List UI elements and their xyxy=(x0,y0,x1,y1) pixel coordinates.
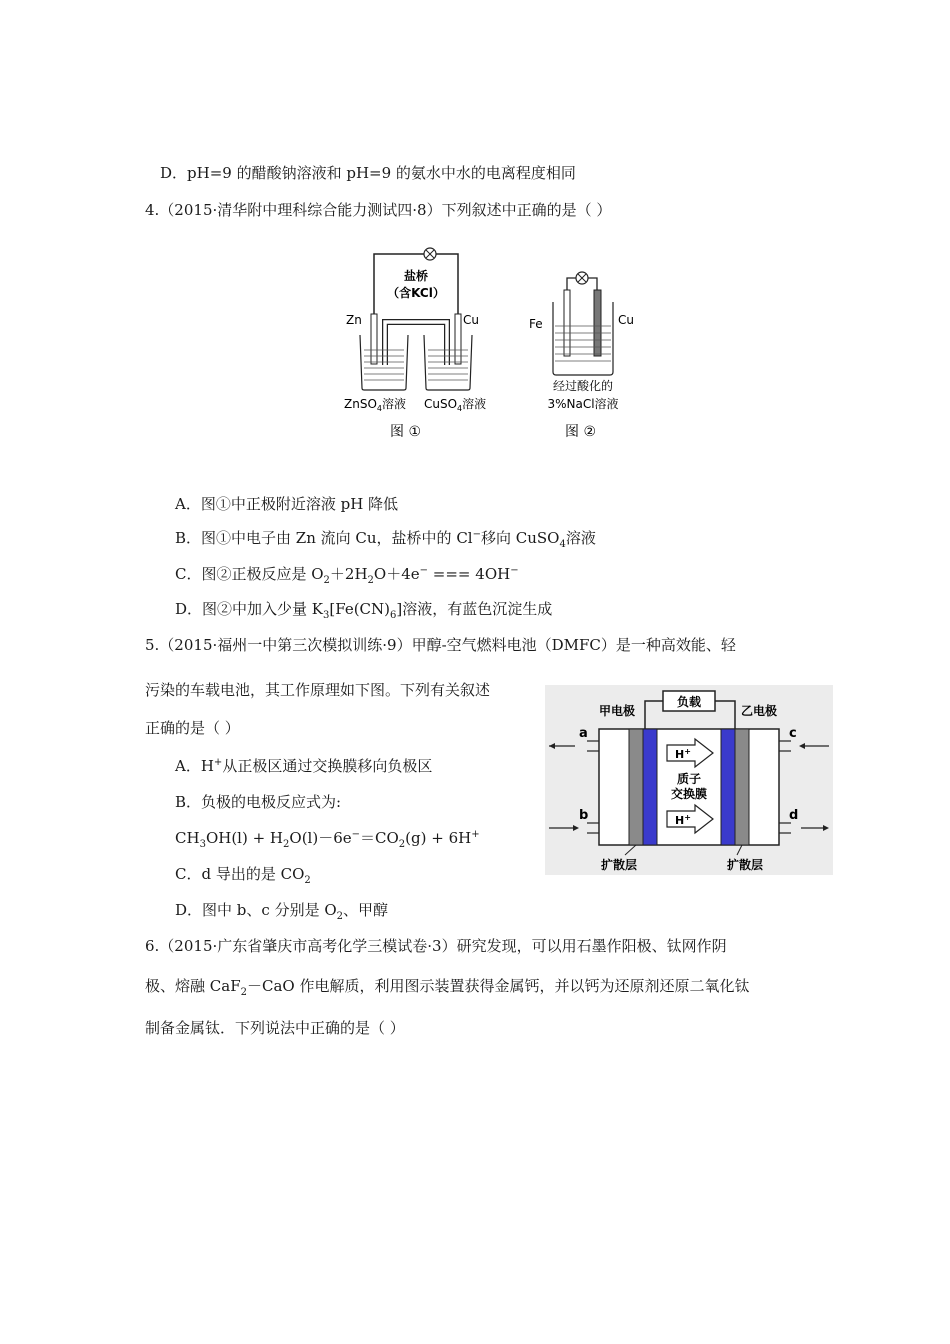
nacl-label: 3%NaCl溶液 xyxy=(547,397,619,411)
q5-option-d: D．图中 b、c 分别是 $O_2$、甲醇 xyxy=(175,901,389,922)
q4-stem: 4.（2015·清华附中理科综合能力测试四·8）下列叙述中正确的是（ ） xyxy=(145,201,612,219)
q4-option-d: D．图②中加入少量 $K_3[Fe(CN)_6]$溶液，有蓝色沉淀生成 xyxy=(175,600,553,621)
cu-label-2: Cu xyxy=(618,313,634,327)
q6-line1: 6.（2015·广东省肇庆市高考化学三模试卷·3）研究发现，可以用石墨作阳极、钛网作阴 xyxy=(145,937,727,955)
left-electrode-label: 甲电极 xyxy=(599,704,636,718)
q4-figure-2 xyxy=(525,262,665,440)
q6-line3: 制备金属钛．下列说法中正确的是（ ） xyxy=(145,1019,405,1037)
port-b-label: b xyxy=(579,808,589,823)
znso4-label: ZnSO$_4$溶液 xyxy=(344,397,406,413)
membrane-label-2: 交换膜 xyxy=(670,787,708,801)
q5-stem-line2: 污染的车载电池，其工作原理如下图。下列有关叙述 xyxy=(145,681,491,699)
svg-text:H+: H+ xyxy=(675,747,691,761)
zn-label: Zn xyxy=(346,313,362,327)
q4-option-c: C．图②正极反应是 $O_2+2H_2O+4e^-$ === 4OH− xyxy=(175,565,519,586)
acidified-label: 经过酸化的 xyxy=(552,379,614,393)
right-electrode-label: 乙电极 xyxy=(741,704,778,718)
q5-fuel-cell-figure xyxy=(545,685,833,875)
port-d-label: d xyxy=(789,808,799,823)
q5-stem-line3: 正确的是（ ） xyxy=(145,719,240,737)
cuso4-label: CuSO$_4$溶液 xyxy=(424,397,487,413)
diffusion-left-label: 扩散层 xyxy=(601,858,638,872)
q3-option-d: D．pH=9 的醋酸钠溶液和 pH=9 的氨水中水的电离程度相同 xyxy=(160,164,576,182)
q4-option-a: A．图①中正极附近溶液 pH 降低 xyxy=(175,495,399,513)
diffusion-right-label: 扩散层 xyxy=(727,858,764,872)
svg-text:H+: H+ xyxy=(675,813,691,827)
q4-figure-1 xyxy=(340,240,520,440)
membrane-label-1: 质子 xyxy=(676,772,702,786)
fig2-caption: 图 ② xyxy=(565,424,597,440)
port-c-label: c xyxy=(789,726,797,741)
load-label: 负载 xyxy=(676,695,702,709)
q6-line2: 极、熔融 CaF$_2$－CaO 作电解质，利用图示装置获得金属钙，并以钙为还原剂还原二氧化钛 xyxy=(145,977,750,998)
q5-option-b: B．负极的电极反应式为: xyxy=(175,793,342,811)
q5-option-a: A．H+从正极区通过交换膜移向负极区 xyxy=(175,757,433,775)
q5-option-c: C．d 导出的是 $CO_2$ xyxy=(175,865,311,886)
q4-option-b: B．图①中电子由 Zn 流向 Cu，盐桥中的 Cl−移向 CuSO$_4$溶液 xyxy=(175,529,596,550)
q5-equation: $CH_3OH(l) + H_2O(l)-6e^-=CO_2(g) + 6H^+$ xyxy=(175,829,480,850)
fe-label: Fe xyxy=(529,317,543,331)
salt-bridge-sub: （含KCl） xyxy=(387,286,445,300)
salt-bridge-label: 盐桥 xyxy=(403,269,429,283)
q5-stem-line1: 5.（2015·福州一中第三次模拟训练·9）甲醇-空气燃料电池（DMFC）是一种高效能、轻 xyxy=(145,636,736,654)
port-a-label: a xyxy=(579,726,588,741)
cu-label: Cu xyxy=(463,313,479,327)
fig1-caption: 图 ① xyxy=(390,424,422,440)
